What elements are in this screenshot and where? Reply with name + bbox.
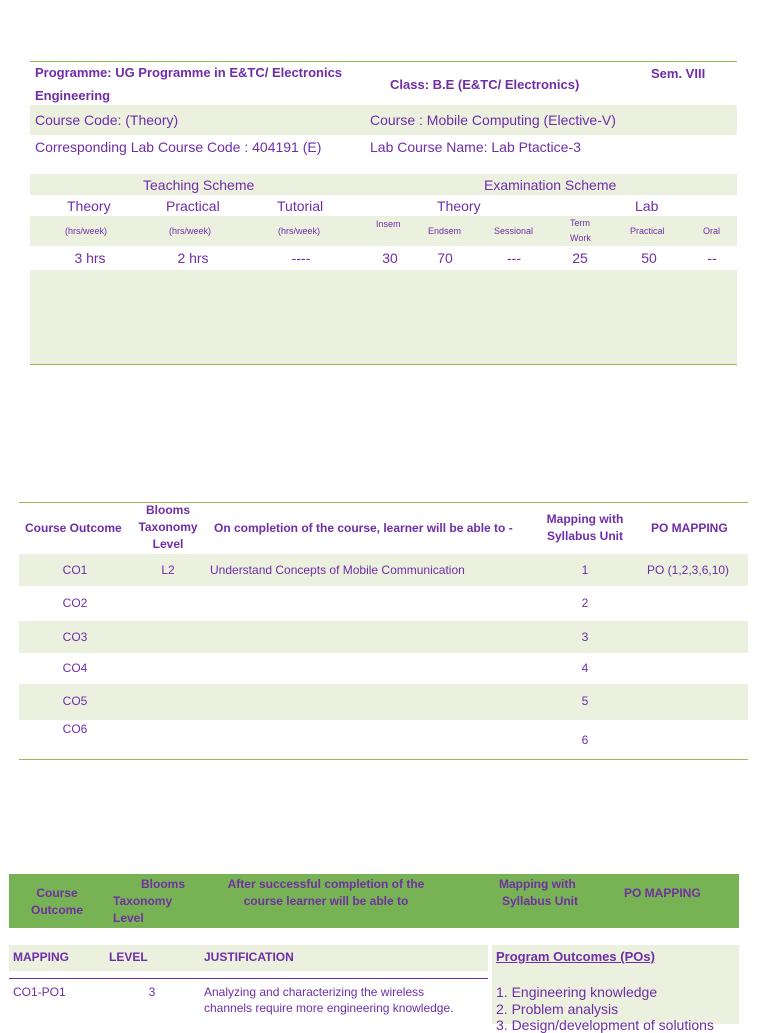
co-unit: 6 [581, 733, 589, 747]
oral-label: Oral [703, 226, 721, 236]
programme-label: Programme: UG Programme in E&TC/ Electronics [35, 65, 343, 80]
value-oral: -- [707, 250, 717, 266]
value-tutorial-hrs: ---- [291, 250, 311, 266]
co-id: CO1 [62, 563, 88, 577]
co-level: L2 [161, 563, 175, 577]
h2-blooms-1: Blooms [141, 877, 186, 891]
outcomes-bottom-rule [19, 759, 748, 760]
h-completion: On completion of the course, learner will be able to - [214, 521, 513, 535]
h2-po-mapping: PO MAPPING [624, 886, 701, 900]
exam-theory: Theory [437, 198, 481, 214]
practical-label: Practical [630, 226, 665, 236]
sessional-label: Sessional [494, 226, 534, 236]
term-work-label-1: Term [570, 218, 590, 228]
co-id: CO6 [62, 722, 88, 736]
examination-scheme-title: Examination Scheme [484, 177, 617, 193]
term-work-label-2: Work [570, 233, 591, 243]
h-blooms-3: Level [152, 537, 184, 551]
hrs-week-practical: (hrs/week) [169, 226, 212, 236]
programme-label-line2: Engineering [35, 88, 111, 103]
col-practical: Practical [166, 198, 220, 214]
h-po-mapping: PO MAPPING [651, 521, 728, 535]
co-id: CO3 [62, 630, 88, 644]
h2-after-2: course learner will be able to [243, 894, 409, 908]
value-practical-hrs: 2 hrs [177, 250, 209, 266]
h-mapping-2: Syllabus Unit [546, 529, 623, 543]
h2-mapping-1: Mapping with [499, 877, 576, 891]
hrs-week-theory: (hrs/week) [65, 226, 108, 236]
h-mapping: MAPPING [13, 950, 70, 964]
teaching-scheme-title: Teaching Scheme [143, 177, 255, 193]
h-mapping-1: Mapping with [546, 512, 624, 526]
value-practical: 50 [641, 250, 657, 266]
h2-blooms-3: Level [113, 911, 144, 925]
class-label: Class: B.E (E&TC/ Electronics) [390, 77, 580, 92]
scheme-empty-band [30, 270, 737, 364]
row-mapping: CO1-PO1 [13, 985, 66, 999]
co-description: Understand Concepts of Mobile Communication [210, 563, 465, 577]
col-theory: Theory [67, 198, 111, 214]
course-name: Course : Mobile Computing (Elective-V) [370, 112, 616, 128]
h-blooms-1: Blooms [145, 503, 190, 517]
exam-lab: Lab [635, 198, 659, 214]
co-unit: 4 [581, 661, 589, 675]
table-row [19, 684, 748, 720]
h-course-outcome: Course Outcome [25, 521, 122, 535]
co-unit: 3 [581, 630, 589, 644]
value-insem: 30 [382, 250, 398, 266]
h-level: LEVEL [109, 950, 148, 964]
endsem-label: Endsem [428, 226, 462, 236]
program-outcomes-title: Program Outcomes (POs) [496, 949, 655, 964]
h-justification: JUSTIFICATION [204, 950, 294, 964]
h2-course-2: Outcome [30, 903, 83, 917]
co-unit: 2 [581, 596, 589, 610]
col-tutorial: Tutorial [277, 198, 324, 214]
scheme-bottom-rule [30, 364, 737, 365]
po-item-3: 3. Design/development of solutions [496, 1017, 714, 1033]
h2-mapping-2: Syllabus Unit [502, 894, 579, 908]
insem-label: Insem [376, 219, 401, 229]
co-unit: 1 [581, 563, 589, 577]
h2-course-1: Course [36, 886, 78, 900]
semester-label: Sem. VIII [651, 66, 706, 81]
row-justification-line2: channels require more engineering knowledge. [204, 1001, 454, 1015]
co-id: CO2 [62, 596, 88, 610]
lab-course-name: Lab Course Name: Lab Ptactice-3 [370, 139, 581, 155]
scheme-title-band [30, 174, 737, 195]
course-code: Course Code: (Theory) [35, 112, 179, 128]
top-rule [30, 61, 737, 62]
outcomes-top-rule [19, 502, 748, 503]
value-term-work: 25 [572, 250, 588, 266]
lab-course-code: Corresponding Lab Course Code : 404191 (E) [35, 139, 322, 155]
hrs-week-tutorial: (hrs/week) [278, 226, 321, 236]
co-unit: 5 [581, 694, 589, 708]
table-row [19, 621, 748, 653]
co-po-mapping: PO (1,2,3,6,10) [647, 563, 730, 577]
po-item-1: 1. Engineering knowledge [496, 984, 658, 1000]
value-endsem: 70 [437, 250, 453, 266]
co-id: CO4 [62, 661, 88, 675]
h-blooms-2: Taxonomy [138, 520, 198, 534]
value-sessional: --- [507, 250, 521, 266]
row-justification-line1: Analyzing and characterizing the wireless [204, 985, 425, 999]
value-theory-hrs: 3 hrs [74, 250, 106, 266]
h2-after-1: After successful completion of the [227, 877, 425, 891]
justification-rule [9, 978, 488, 979]
co-id: CO5 [62, 694, 88, 708]
po-item-2: 2. Problem analysis [496, 1001, 619, 1017]
row-level: 3 [148, 985, 156, 999]
h2-blooms-2: Taxonomy [113, 894, 173, 908]
